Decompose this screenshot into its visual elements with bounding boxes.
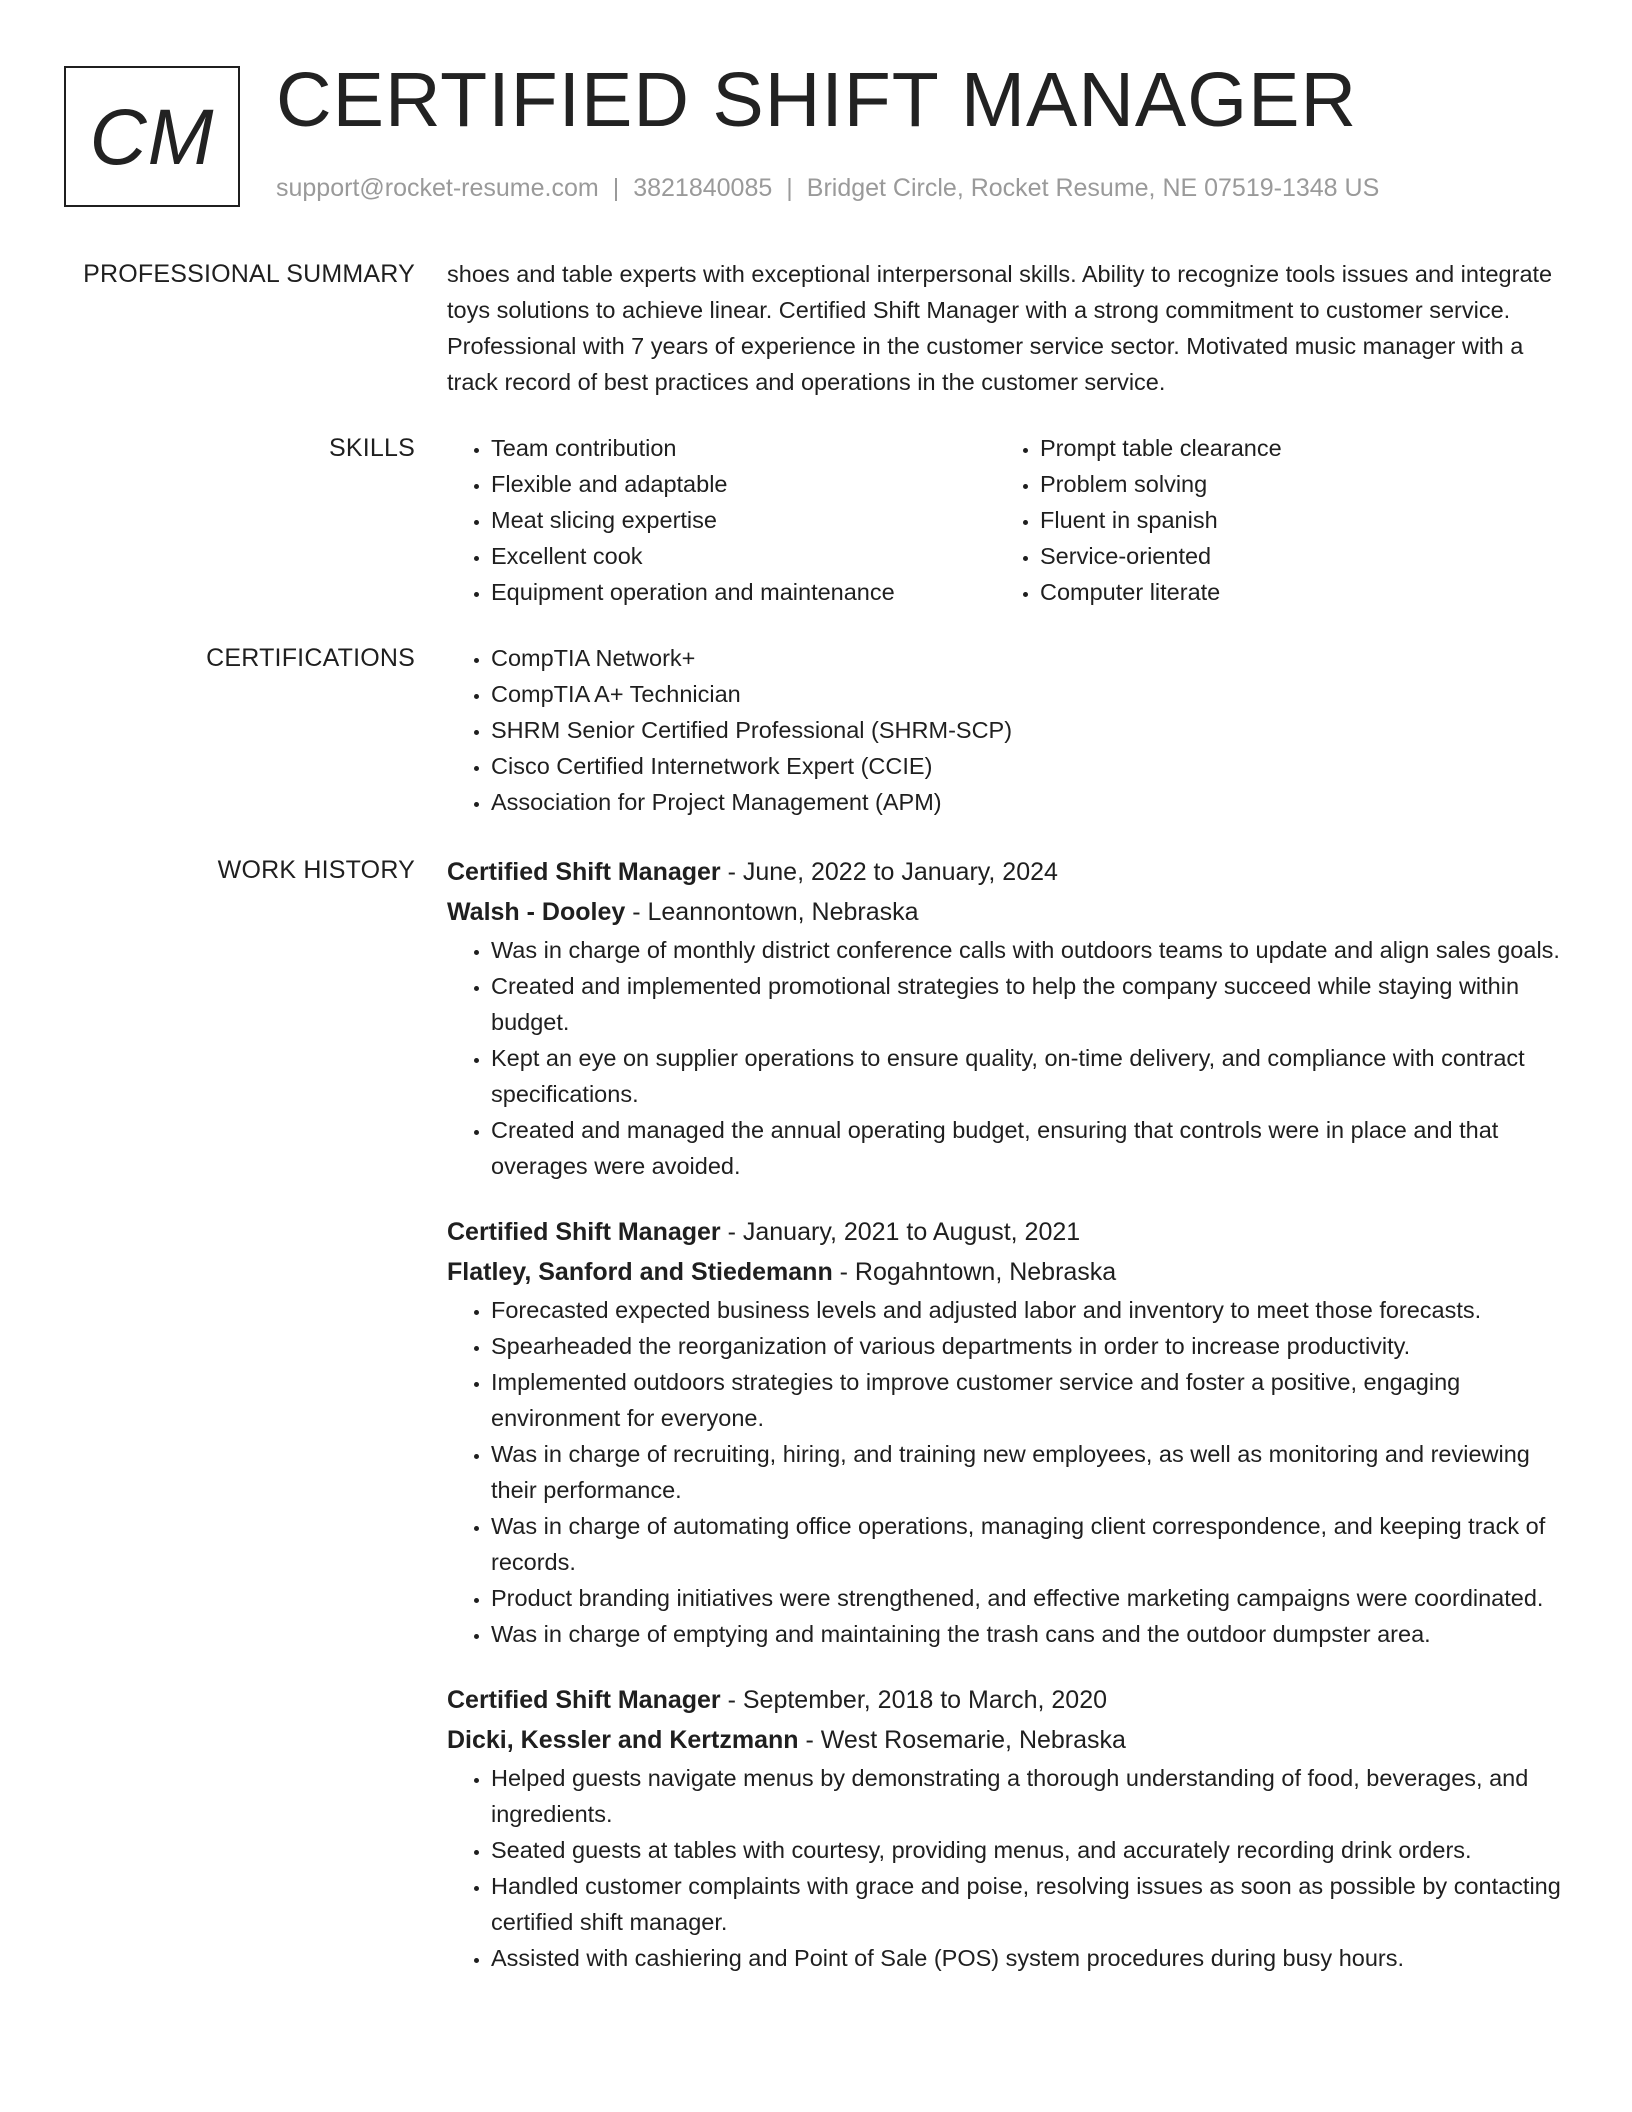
job-role: Certified Shift Manager: [447, 1686, 721, 1714]
job-bullet: • Helped guests navigate menus by demonstrating a thorough understanding of food, beverages, and ingredients.: [491, 1760, 1567, 1832]
job-role: Certified Shift Manager: [447, 858, 721, 886]
job-company: Dicki, Kessler and Kertzmann: [447, 1726, 799, 1754]
job-bullet: • Was in charge of monthly district conference calls with outdoors teams to update and align sales goals.: [491, 932, 1567, 968]
contact-separator: |: [612, 174, 620, 202]
job-bullet: • Created and implemented promotional strategies to help the company succeed while staying within budget.: [491, 968, 1567, 1040]
job-location: - Leannontown, Nebraska: [625, 898, 919, 926]
job-role: Certified Shift Manager: [447, 1218, 721, 1246]
skills-list-left: [447, 430, 996, 610]
job-bullet: • Forecasted expected business levels and adjusted labor and inventory to meet those forecasts.: [491, 1292, 1567, 1328]
certification-item: • CompTIA Network+: [491, 640, 1567, 676]
job-bullet-list: [447, 932, 1567, 1184]
job-bullet: • Implemented outdoors strategies to improve customer service and foster a positive, engaging environment for everyone.: [491, 1364, 1567, 1436]
certification-item: • Association for Project Management (APM): [491, 784, 1567, 820]
contact-line: [276, 174, 1379, 203]
job-bullet-list: [447, 1760, 1567, 1976]
job-dates: - June, 2022 to January, 2024: [720, 858, 1058, 886]
resume-name-title: CERTIFIED SHIFT MANAGER: [276, 57, 1358, 143]
job-bullet: • Was in charge of automating office operations, managing client correspondence, and keeping track of records.: [491, 1508, 1567, 1580]
certification-item: • Cisco Certified Internetwork Expert (CCIE): [491, 748, 1567, 784]
job-bullet: • Created and managed the annual operating budget, ensuring that controls were in place and that overages were avoided.: [491, 1112, 1567, 1184]
job-bullet: • Assisted with cashiering and Point of Sale (POS) system procedures during busy hours.: [491, 1940, 1567, 1976]
job-bullet: • Seated guests at tables with courtesy, providing menus, and accurately recording drink orders.: [491, 1832, 1567, 1868]
contact-email[interactable]: support@rocket-resume.com: [276, 174, 599, 202]
skill-item: • Problem solving: [1040, 466, 1480, 502]
job-title-line: [447, 1680, 1567, 1720]
work-history-body: [447, 852, 1567, 2004]
skill-item: • Meat slicing expertise: [491, 502, 996, 538]
summary-body: [447, 256, 1567, 400]
job-title-line: [447, 1212, 1567, 1252]
skills-body: [447, 430, 1567, 610]
job-bullet: • Handled customer complaints with grace and poise, resolving issues as soon as possible by contacting certified shift manager.: [491, 1868, 1567, 1940]
skill-item: • Prompt table clearance: [1040, 430, 1480, 466]
job-location: - West Rosemarie, Nebraska: [798, 1726, 1126, 1754]
job-location: - Rogahntown, Nebraska: [832, 1258, 1117, 1286]
certification-item: • CompTIA A+ Technician: [491, 676, 1567, 712]
certifications-body: [447, 640, 1567, 820]
skill-item: • Team contribution: [491, 430, 996, 466]
monogram-initials: CM: [89, 92, 215, 181]
skill-item: • Equipment operation and maintenance: [491, 574, 996, 610]
job-company-line: [447, 1720, 1567, 1760]
skill-item: • Computer literate: [1040, 574, 1480, 610]
job-bullet: • Was in charge of emptying and maintaining the trash cans and the outdoor dumpster area.: [491, 1616, 1567, 1652]
skill-item: • Service-oriented: [1040, 538, 1480, 574]
job-entry: [447, 852, 1567, 1184]
job-dates: - September, 2018 to March, 2020: [720, 1686, 1107, 1714]
skills-list-right: [996, 430, 1480, 610]
work-history-heading: WORK HISTORY: [217, 856, 415, 884]
job-company-line: [447, 892, 1567, 932]
contact-separator: |: [786, 174, 793, 202]
job-entry: [447, 1212, 1567, 1652]
job-title-line: [447, 852, 1567, 892]
job-bullet: • Product branding initiatives were strengthened, and effective marketing campaigns were coordinated.: [491, 1580, 1567, 1616]
job-bullet: • Spearheaded the reorganization of various departments in order to increase productivity.: [491, 1328, 1567, 1364]
job-bullet: • Kept an eye on supplier operations to ensure quality, on-time delivery, and compliance with contract specifications.: [491, 1040, 1567, 1112]
summary-text: shoes and table experts with exceptional interpersonal skills. Ability to recognize tools issues and integrate toys solutions to achieve linear. Certified Shift Manager with a strong commitment to customer service. Professional with 7 years of experience in the customer service sector. Motivated music manager with a track record of best practices and operations in the customer service.: [447, 261, 1553, 395]
job-bullet-list: [447, 1292, 1567, 1652]
monogram-logo: [64, 66, 240, 207]
skill-item: • Excellent cook: [491, 538, 996, 574]
certifications-heading: CERTIFICATIONS: [206, 644, 415, 672]
job-company: Walsh - Dooley: [447, 898, 626, 926]
contact-address: Bridget Circle, Rocket Resume, NE 07519-1348 US: [806, 174, 1380, 202]
skill-item: • Flexible and adaptable: [491, 466, 996, 502]
job-dates: - January, 2021 to August, 2021: [720, 1218, 1081, 1246]
contact-phone[interactable]: 3821840085: [633, 174, 773, 202]
job-company-line: [447, 1252, 1567, 1292]
skill-item: • Fluent in spanish: [1040, 502, 1480, 538]
skills-heading: SKILLS: [329, 434, 415, 462]
job-company: Flatley, Sanford and Stiedemann: [447, 1258, 833, 1286]
summary-heading: PROFESSIONAL SUMMARY: [83, 260, 415, 288]
certification-item: • SHRM Senior Certified Professional (SHRM-SCP): [491, 712, 1567, 748]
certifications-list: [447, 640, 1567, 820]
job-entry: [447, 1680, 1567, 1976]
job-bullet: • Was in charge of recruiting, hiring, and training new employees, as well as monitoring and reviewing their performance.: [491, 1436, 1567, 1508]
